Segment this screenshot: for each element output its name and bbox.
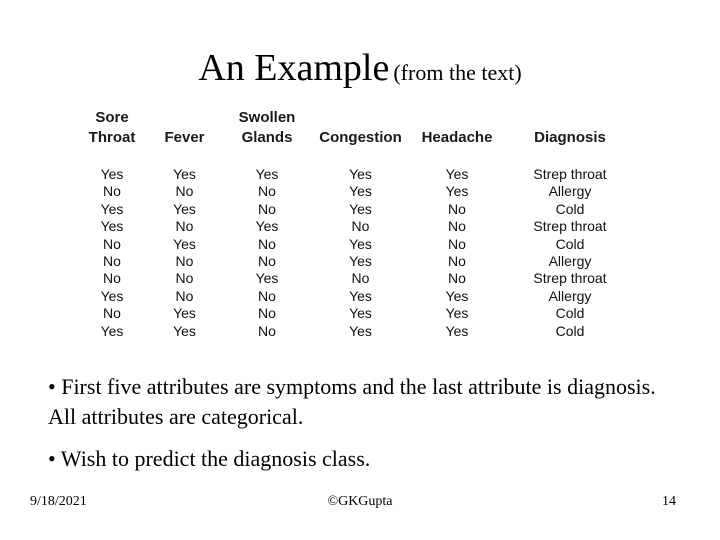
table-cell: No [258, 235, 276, 252]
table-cell: Yes [349, 200, 372, 217]
table-row [78, 201, 636, 218]
header-line: Congestion [319, 129, 402, 146]
example-data-table [78, 108, 636, 340]
table-cell: No [103, 305, 121, 322]
table-cell: No [103, 253, 121, 270]
table-cell: Yes [173, 305, 196, 322]
bullet-attributes: • First five attributes are symptoms and the last attribute is diagnosis. All attributes are categorical. [48, 374, 656, 429]
header-congestion [311, 108, 410, 166]
table-cell: No [351, 270, 370, 287]
table-cell: Yes [445, 166, 469, 182]
table-cell: No [258, 183, 276, 200]
header-line: Diagnosis [534, 129, 606, 146]
table-row [78, 236, 636, 253]
table-cell: No [351, 218, 370, 235]
footer-author: ©GKGupta [327, 494, 393, 509]
header-line: Headache [421, 129, 493, 146]
table-cell: Yes [445, 305, 469, 322]
table-cell: Strep throat [533, 218, 607, 235]
table-cell: Yes [349, 166, 372, 182]
header-line: Glands [241, 129, 293, 146]
table-cell: Yes [100, 200, 124, 217]
table-cell: No [103, 183, 121, 200]
table-row [78, 270, 636, 287]
table-cell: Yes [349, 322, 372, 339]
table-cell: Yes [349, 305, 372, 322]
table-cell: Yes [255, 166, 279, 182]
table-cell: Allergy [548, 253, 592, 270]
table-body [78, 166, 636, 340]
table-cell: Cold [555, 200, 585, 217]
header-line: Swollen [238, 109, 296, 126]
table-cell: No [103, 270, 121, 287]
table-cell: Yes [100, 166, 124, 182]
table-cell: Yes [349, 235, 372, 252]
table-cell: Yes [445, 322, 469, 339]
footer-page-number: 14 [662, 494, 676, 509]
header-fever [146, 108, 223, 166]
table-cell: Yes [100, 322, 124, 339]
table-cell: No [175, 253, 194, 270]
table-cell: No [258, 322, 276, 339]
table-cell: Yes [173, 200, 196, 217]
table-cell: Strep throat [533, 166, 607, 182]
table-row [78, 288, 636, 305]
table-cell: No [175, 287, 194, 304]
table-cell: No [448, 218, 466, 235]
table-cell: No [258, 200, 276, 217]
table-cell: Strep throat [533, 270, 607, 287]
table-row [78, 218, 636, 235]
table-cell: Yes [349, 287, 372, 304]
table-cell: Cold [555, 322, 585, 339]
header-line: Throat [88, 129, 136, 146]
header-diagnosis [504, 108, 636, 166]
table-cell: Yes [349, 183, 372, 200]
table-row [78, 323, 636, 340]
header-swollen-glands [223, 108, 311, 166]
table-cell: Cold [555, 305, 585, 322]
table-cell: No [448, 253, 466, 270]
footer-date: 9/18/2021 [30, 494, 87, 509]
slide-title-subtitle: (from the text) [393, 60, 522, 85]
table-cell: No [448, 270, 466, 287]
table-cell: Yes [173, 235, 196, 252]
table-cell: No [175, 183, 194, 200]
table-cell: No [175, 218, 194, 235]
table-cell: No [258, 287, 276, 304]
header-line: Sore [95, 109, 129, 126]
table-cell: No [448, 235, 466, 252]
slide-title [0, 46, 720, 90]
table-cell: Yes [100, 287, 124, 304]
table-cell: Yes [445, 183, 469, 200]
table-cell: No [103, 235, 121, 252]
table-cell: Yes [255, 270, 279, 287]
table-header-row [78, 108, 636, 166]
table-cell: No [258, 253, 276, 270]
table-cell: Yes [173, 322, 196, 339]
table-cell: Allergy [548, 287, 592, 304]
table-cell: No [175, 270, 194, 287]
table-cell: Yes [445, 287, 469, 304]
header-sore-throat [78, 108, 146, 166]
table-row [78, 166, 636, 183]
table-cell: Cold [555, 235, 585, 252]
table-cell: Yes [255, 218, 279, 235]
slide-title-main: An Example [198, 47, 390, 89]
table-row [78, 183, 636, 200]
header-headache [410, 108, 504, 166]
table-cell: Yes [100, 218, 124, 235]
bullet-prediction: • Wish to predict the diagnosis class. [48, 446, 371, 471]
table-cell: No [258, 305, 276, 322]
table-cell: Yes [173, 166, 196, 182]
table-cell: Allergy [548, 183, 592, 200]
table-row [78, 253, 636, 270]
header-line: Fever [164, 129, 205, 146]
table-cell: Yes [349, 253, 372, 270]
table-cell: No [448, 200, 466, 217]
table-row [78, 305, 636, 322]
